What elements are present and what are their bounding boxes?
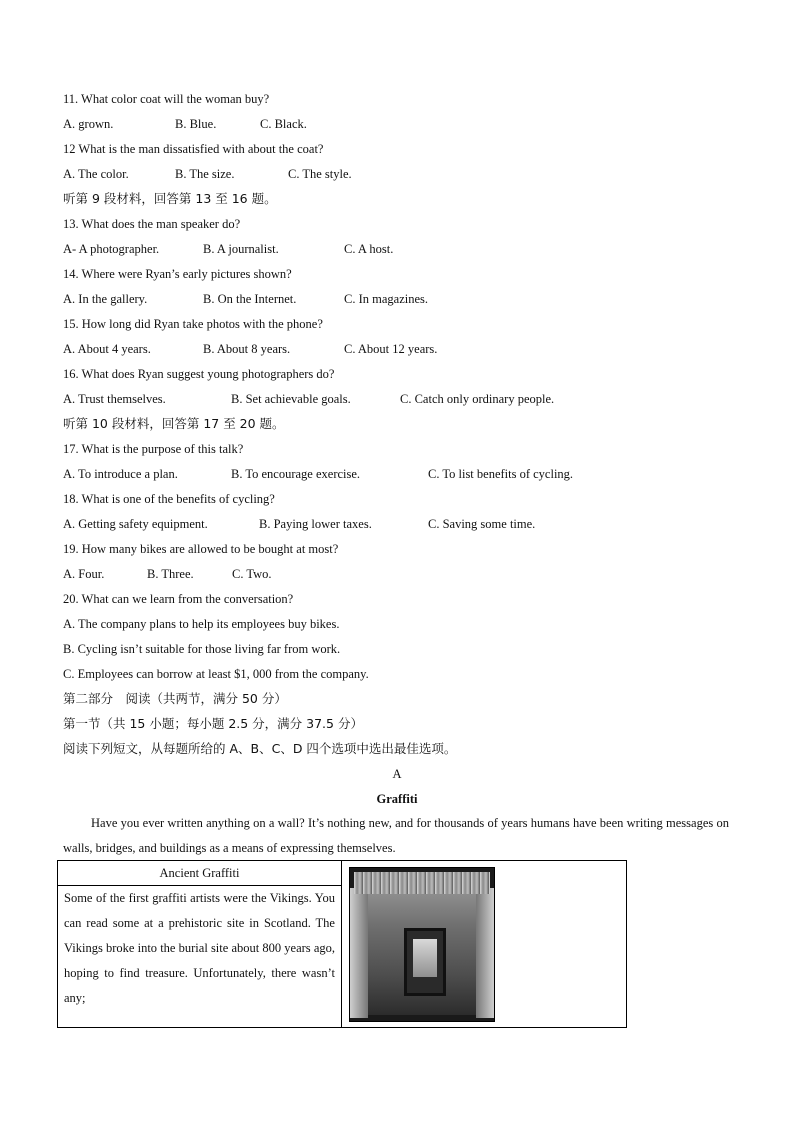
- question-15: 15. How long did Ryan take photos with the phone?: [63, 317, 323, 331]
- option-a: A- A photographer.: [63, 242, 160, 256]
- option-c: C. Saving some time.: [428, 517, 536, 531]
- option-a: A. Trust themselves.: [63, 392, 166, 406]
- table-header: Ancient Graffiti: [58, 861, 341, 886]
- option-b: B. The size.: [175, 167, 235, 181]
- option-c: C. A host.: [344, 242, 394, 256]
- option-a: A. Getting safety equipment.: [63, 517, 208, 531]
- question-17: 17. What is the purpose of this talk?: [63, 442, 244, 456]
- question-16: 16. What does Ryan suggest young photographers do?: [63, 367, 335, 381]
- option-a: A. grown.: [63, 117, 114, 131]
- question-20-option-b: B. Cycling isn’t suitable for those living far from work.: [63, 642, 341, 656]
- question-20-option-a: A. The company plans to help its employees buy bikes.: [63, 617, 340, 631]
- passage-intro: Have you ever written anything on a wall? It’s nothing new, and for thousands of years humans have been writing messages on walls, bridges, and buildings as a means of expressing themselves.: [63, 816, 729, 855]
- option-c: C. To list benefits of cycling.: [428, 467, 574, 481]
- option-c: C. Catch only ordinary people.: [400, 392, 555, 406]
- question-18: 18. What is one of the benefits of cycling?: [63, 492, 275, 506]
- question-12: 12 What is the man dissatisfied with about the coat?: [63, 142, 324, 156]
- burial-site-photo: [349, 867, 495, 1022]
- question-11: 11. What color coat will the woman buy?: [63, 92, 270, 106]
- option-b: B. To encourage exercise.: [231, 467, 361, 481]
- option-b: B. Blue.: [175, 117, 217, 131]
- part2-instruction: 阅读下列短文，从每题所给的 A、B、C、D 四个选项中选出最佳选项。: [63, 741, 457, 756]
- passage-letter: A: [392, 767, 402, 781]
- option-b: B. Three.: [147, 567, 194, 581]
- option-a: A. Four.: [63, 567, 105, 581]
- option-c: C. In magazines.: [344, 292, 429, 306]
- section-heading-10: 听第 10 段材料，回答第 17 至 20 题。: [63, 416, 285, 431]
- question-20-option-c: C. Employees can borrow at least $1, 000 from the company.: [63, 667, 369, 681]
- question-13: 13. What does the man speaker do?: [63, 217, 241, 231]
- table-text-cell: [58, 861, 342, 1028]
- option-c: C. About 12 years.: [344, 342, 438, 356]
- option-a: A. To introduce a plan.: [63, 467, 178, 481]
- passage-table: [57, 860, 627, 1028]
- option-c: C. Two.: [232, 567, 272, 581]
- question-19: 19. How many bikes are allowed to be bought at most?: [63, 542, 339, 556]
- question-20: 20. What can we learn from the conversation?: [63, 592, 294, 606]
- option-b: B. Set achievable goals.: [231, 392, 351, 406]
- option-b: B. About 8 years.: [203, 342, 291, 356]
- option-b: B. Paying lower taxes.: [259, 517, 372, 531]
- question-14: 14. Where were Ryan’s early pictures shown?: [63, 267, 292, 281]
- option-c: C. Black.: [260, 117, 307, 131]
- table-text: Some of the first graffiti artists were the Vikings. You can read some at a prehistoric site in Scotland. The Vikings broke into the burial site about 800 years ago, hoping to find treasure. Unfortunately, there wasn’t any;: [64, 891, 335, 1005]
- option-a: A. In the gallery.: [63, 292, 148, 306]
- part2-title: 第二部分 阅读（共两节，满分 50 分）: [63, 691, 287, 706]
- option-a: A. About 4 years.: [63, 342, 151, 356]
- part2-section1: 第一节（共 15 小题；每小题 2.5 分，满分 37.5 分）: [63, 716, 363, 731]
- section-heading-9: 听第 9 段材料，回答第 13 至 16 题。: [63, 191, 277, 206]
- option-c: C. The style.: [288, 167, 352, 181]
- option-a: A. The color.: [63, 167, 129, 181]
- passage-title: Graffiti: [376, 792, 418, 806]
- option-b: B. On the Internet.: [203, 292, 297, 306]
- table-image-cell: [342, 861, 627, 1028]
- option-b: B. A journalist.: [203, 242, 279, 256]
